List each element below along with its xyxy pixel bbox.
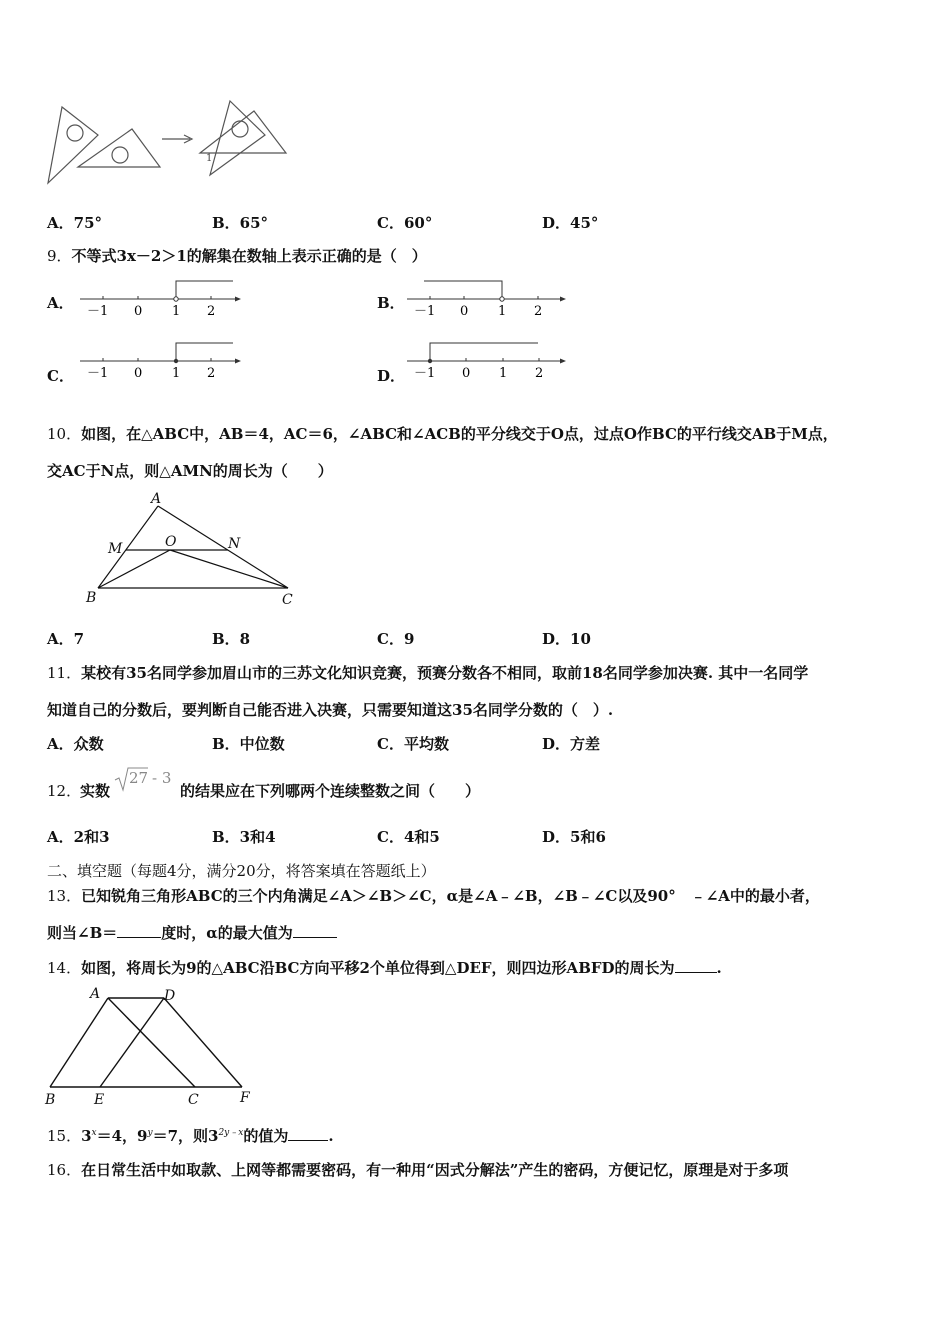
q12-option-c[interactable]: C．4和5 — [377, 828, 440, 846]
q15-text: ＝4，9 — [96, 1127, 148, 1145]
q13-line2 — [47, 922, 337, 943]
q11-option-a[interactable]: A．众数 — [47, 735, 104, 753]
q10-line2: 交AC于N点，则△AMN的周长为（ ） — [47, 462, 333, 480]
q12-suffix: 的结果应在下列哪两个连续整数之间（ ） — [180, 782, 481, 800]
q16-question — [47, 1159, 788, 1180]
q15-question — [47, 1125, 334, 1146]
q11-text-1: 某校有35名同学参加眉山市的三苏文化知识竞赛，预赛分数各不相同，取前18名同学参加决赛. 其中一名同学 — [81, 664, 809, 682]
q14-question — [47, 957, 722, 978]
q9-option-b-label[interactable]: B． — [377, 294, 405, 312]
q10-line1 — [47, 423, 838, 444]
q13-line1 — [47, 885, 820, 906]
label-E: E — [94, 1092, 105, 1108]
label-N: N — [228, 536, 241, 552]
q15-end: . — [328, 1127, 334, 1145]
label-M: M — [108, 541, 123, 557]
tick-label: 0 — [460, 304, 469, 319]
q15-blank[interactable] — [288, 1140, 328, 1141]
q12-option-b[interactable]: B．3和4 — [212, 828, 276, 846]
q11-option-c[interactable]: C．平均数 — [377, 735, 449, 753]
q8-figure — [40, 95, 300, 190]
label-B: B — [45, 1092, 56, 1108]
q16-number: 16． — [47, 1161, 82, 1179]
q13-blank-alpha[interactable] — [293, 937, 337, 938]
angle-label: 1 — [206, 153, 213, 164]
tick-label: －1 — [414, 366, 436, 381]
tick-label: 0 — [134, 304, 143, 319]
q13-text-2b: 度时，α的最大值为 — [161, 924, 293, 942]
q10-option-d[interactable]: D．10 — [542, 630, 591, 648]
set-square-left — [48, 107, 98, 183]
tick-label: 2 — [207, 366, 216, 381]
q14-figure — [40, 982, 255, 1110]
q10-option-b[interactable]: B．8 — [212, 630, 251, 648]
tick-label: 2 — [207, 304, 216, 319]
q11-option-d[interactable]: D．方差 — [542, 735, 601, 753]
q9-numberline-d — [402, 337, 572, 382]
q10-option-a[interactable]: A．7 — [47, 630, 85, 648]
q12-minus: - 3 — [152, 769, 172, 787]
tick-label: 0 — [134, 366, 143, 381]
q10-number: 10． — [47, 425, 82, 443]
q14-blank[interactable] — [675, 972, 717, 973]
q15-sup-exp: 2y﹣x — [218, 1128, 244, 1138]
q12-sqrt-expression — [112, 764, 182, 794]
q14-number: 14． — [47, 959, 82, 977]
q9-option-c-label[interactable]: C． — [47, 367, 74, 385]
tick-label: －1 — [87, 304, 109, 319]
tick-label: 1 — [172, 304, 181, 319]
q10-text-1: 如图，在△ABC中，AB＝4，AC＝6，∠ABC和∠ACB的平分线交于O点，过点O作BC的平行线交AB于M点， — [81, 425, 838, 443]
q11-line2: 知道自己的分数后，要判断自己能否进入决赛，只需要知道这35名同学分数的（ ）. — [47, 701, 614, 719]
q13-text-2a: 则当∠B＝ — [47, 924, 118, 942]
set-square-flat — [200, 111, 286, 153]
q15-sup-x: x — [91, 1128, 97, 1138]
tick-label: 0 — [462, 366, 471, 381]
tick-label: 1 — [172, 366, 181, 381]
q9-numberline-c — [75, 337, 245, 382]
q15-number: 15． — [47, 1127, 82, 1145]
q8-option-b[interactable]: B．65° — [212, 214, 269, 232]
label-A: A — [151, 491, 162, 507]
q12-number: 12． — [47, 782, 82, 800]
label-O: O — [165, 534, 177, 550]
q11-number: 11． — [47, 664, 82, 682]
q13-number: 13． — [47, 887, 82, 905]
label-B: B — [86, 590, 97, 606]
set-square-right — [78, 129, 160, 167]
q15-sup-y: y — [147, 1128, 153, 1138]
q14-end: . — [716, 959, 722, 977]
q12-radicand: 27 — [129, 769, 149, 787]
q12-prefix: 实数 — [80, 782, 111, 800]
q9-question — [47, 245, 427, 266]
q14-text: 如图，将周长为9的△ABC沿BC方向平移2个单位得到△DEF，则四边形ABFD的周长为 — [81, 959, 675, 977]
q9-text: 不等式3x－2＞1的解集在数轴上表示正确的是（ ） — [71, 247, 427, 265]
q13-text-1: 已知锐角三角形ABC的三个内角满足∠A＞∠B＞∠C，α是∠A﹣∠B，∠B﹣∠C以及90° ﹣∠A中的最小者， — [81, 887, 820, 905]
q8-option-d[interactable]: D．45° — [542, 214, 599, 232]
tick-label: 2 — [535, 366, 544, 381]
q15-text: ＝7，则3 — [152, 1127, 219, 1145]
label-A: A — [90, 986, 101, 1002]
q12-option-a[interactable]: A．2和3 — [47, 828, 110, 846]
label-D: D — [164, 988, 176, 1004]
section-heading: 二、填空题（每题4分，满分20分，将答案填在答题纸上） — [47, 862, 436, 880]
q16-text: 在日常生活中如取款、上网等都需要密码，有一种用“因式分解法”产生的密码，方便记忆，原理是对于多项 — [81, 1161, 789, 1179]
q10-figure — [84, 488, 304, 608]
set-square-rotated-hole — [232, 121, 248, 137]
q8-option-c[interactable]: C．60° — [377, 214, 433, 232]
q8-option-a[interactable]: A．75° — [47, 214, 103, 232]
set-square-right-hole — [112, 147, 128, 163]
set-square-rotated — [210, 101, 265, 175]
q10-option-c[interactable]: C．9 — [377, 630, 415, 648]
q9-option-a-label[interactable]: A． — [47, 294, 74, 312]
label-F: F — [240, 1090, 250, 1106]
q9-number: 9． — [47, 247, 72, 265]
label-C: C — [188, 1092, 199, 1108]
tick-label: 1 — [499, 366, 508, 381]
q15-text: 的值为 — [243, 1127, 289, 1145]
tick-label: －1 — [87, 366, 109, 381]
tick-label: －1 — [414, 304, 436, 319]
q9-option-d-label[interactable]: D． — [377, 367, 406, 385]
q11-option-b[interactable]: B．中位数 — [212, 735, 285, 753]
q9-numberline-b — [402, 275, 572, 320]
label-C: C — [282, 592, 293, 608]
q9-numberline-a — [75, 275, 245, 320]
set-square-left-hole — [67, 125, 83, 141]
q12-option-d[interactable]: D．5和6 — [542, 828, 606, 846]
q15-text: 3 — [81, 1127, 92, 1145]
q11-line1 — [47, 662, 808, 683]
tick-label: 2 — [534, 304, 543, 319]
tick-label: 1 — [498, 304, 507, 319]
q13-blank-b[interactable] — [117, 937, 161, 938]
